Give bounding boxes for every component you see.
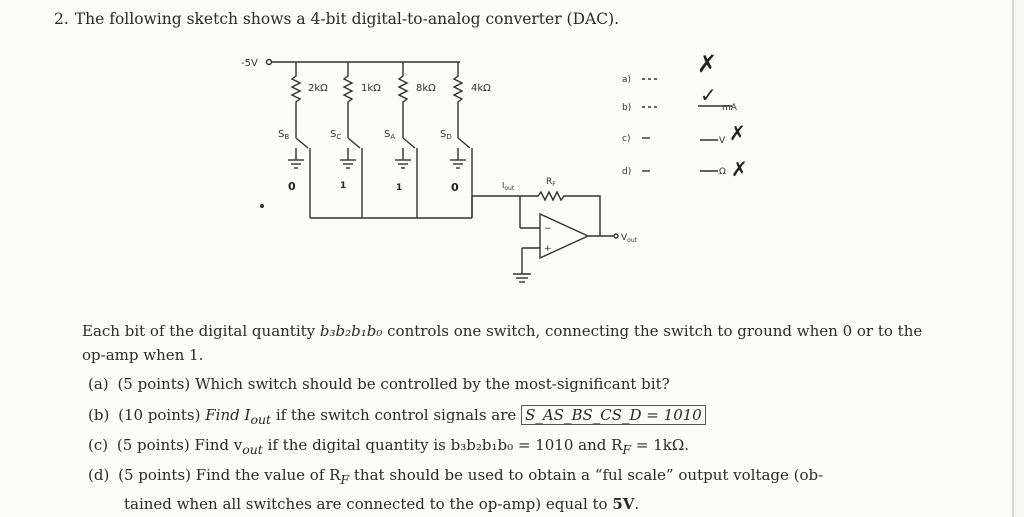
mark-a-icon: ✗ xyxy=(697,50,718,78)
answer-label-c: c) xyxy=(622,134,631,144)
resistor-1k xyxy=(344,62,352,126)
resistor-4k xyxy=(454,62,462,126)
resistor-2k xyxy=(292,62,300,126)
resistor-8k xyxy=(399,62,407,126)
mark-b-icon: ✓ xyxy=(700,83,717,107)
mark-d-icon: ✗ xyxy=(731,157,748,181)
intro-paragraph: Each bit of the digital quantity b₃b₂b₁b₀ controls one switch, connecting the switch to ground when 0 or to the op-amp when 1. xyxy=(82,322,923,364)
opamp-minus: − xyxy=(544,224,552,234)
switch-label-b: $S_B$ xyxy=(278,129,290,141)
switch-a xyxy=(395,126,417,218)
switch-label-a: $S_A$ xyxy=(384,129,396,141)
resistor-label-1k: 1kΩ xyxy=(361,83,381,94)
switch-c xyxy=(340,126,362,218)
question-d: (d) (5 points) Find the value of $R_F$ that should be used to obtain a “ful scale” output voltage (ob- tained when all switches are connected to the op-amp) equal to 5V. xyxy=(88,463,948,516)
answer-label-d: d) xyxy=(622,167,632,177)
vout-terminal xyxy=(614,234,618,238)
question-b: (b) (10 points) Find $I_{out}$ if the switch control signals are S_AS_BS_CS_D = 1010 xyxy=(88,403,948,432)
handwritten-bit-b: 0 xyxy=(288,180,296,193)
switch-b xyxy=(288,126,310,218)
supply-terminal xyxy=(267,60,272,65)
resistor-label-8k: 8kΩ xyxy=(416,83,436,94)
resistor-label-2k: 2kΩ xyxy=(308,83,328,94)
question-d-continuation: tained when all switches are connected to the op-amp) equal to 5V. xyxy=(124,495,640,513)
vout-label: $V_{out}$ xyxy=(621,233,637,244)
problem-heading-text: The following sketch shows a 4-bit digital-to-analog converter (DAC). xyxy=(74,10,620,28)
question-a: (a) (5 points) Which switch should be controlled by the most-significant bit? xyxy=(88,375,670,393)
answer-label-b: b) xyxy=(622,103,632,113)
switch-label-d: $S_D$ xyxy=(440,129,452,141)
feedback-resistor xyxy=(520,192,600,236)
opamp-plus: + xyxy=(544,244,552,254)
unit-ma: mA xyxy=(722,103,737,113)
unit-v: V xyxy=(719,136,726,146)
iout-label: $I_{out}$ xyxy=(502,181,515,192)
answer-label-a: a) xyxy=(622,75,632,85)
switch-signal-box: S_AS_BS_CS_D = 1010 xyxy=(521,405,706,425)
problem-number: 2. xyxy=(54,10,69,28)
digital-quantity: b₃b₂b₁b₀ xyxy=(319,322,383,340)
switch-label-c: $S_C$ xyxy=(330,129,342,141)
mark-c-icon: ✗ xyxy=(729,121,746,145)
ink-dot xyxy=(260,204,264,208)
handwritten-bit-a: 1 xyxy=(396,183,403,193)
rf-label: $R_F$ xyxy=(546,177,556,188)
resistor-label-4k: 4kΩ xyxy=(471,83,491,94)
handwritten-bit-c: 1 xyxy=(340,181,347,191)
switch-d xyxy=(450,126,472,218)
supply-label: -5V xyxy=(241,58,258,69)
unit-ohm: Ω xyxy=(719,167,726,177)
handwritten-bit-d: 0 xyxy=(451,181,459,194)
question-c: (c) (5 points) Find $v_{out}$ if the digital quantity is b₃b₂b₁b₀ = 1010 and $R_F = 1k\Omega$. xyxy=(88,436,690,457)
